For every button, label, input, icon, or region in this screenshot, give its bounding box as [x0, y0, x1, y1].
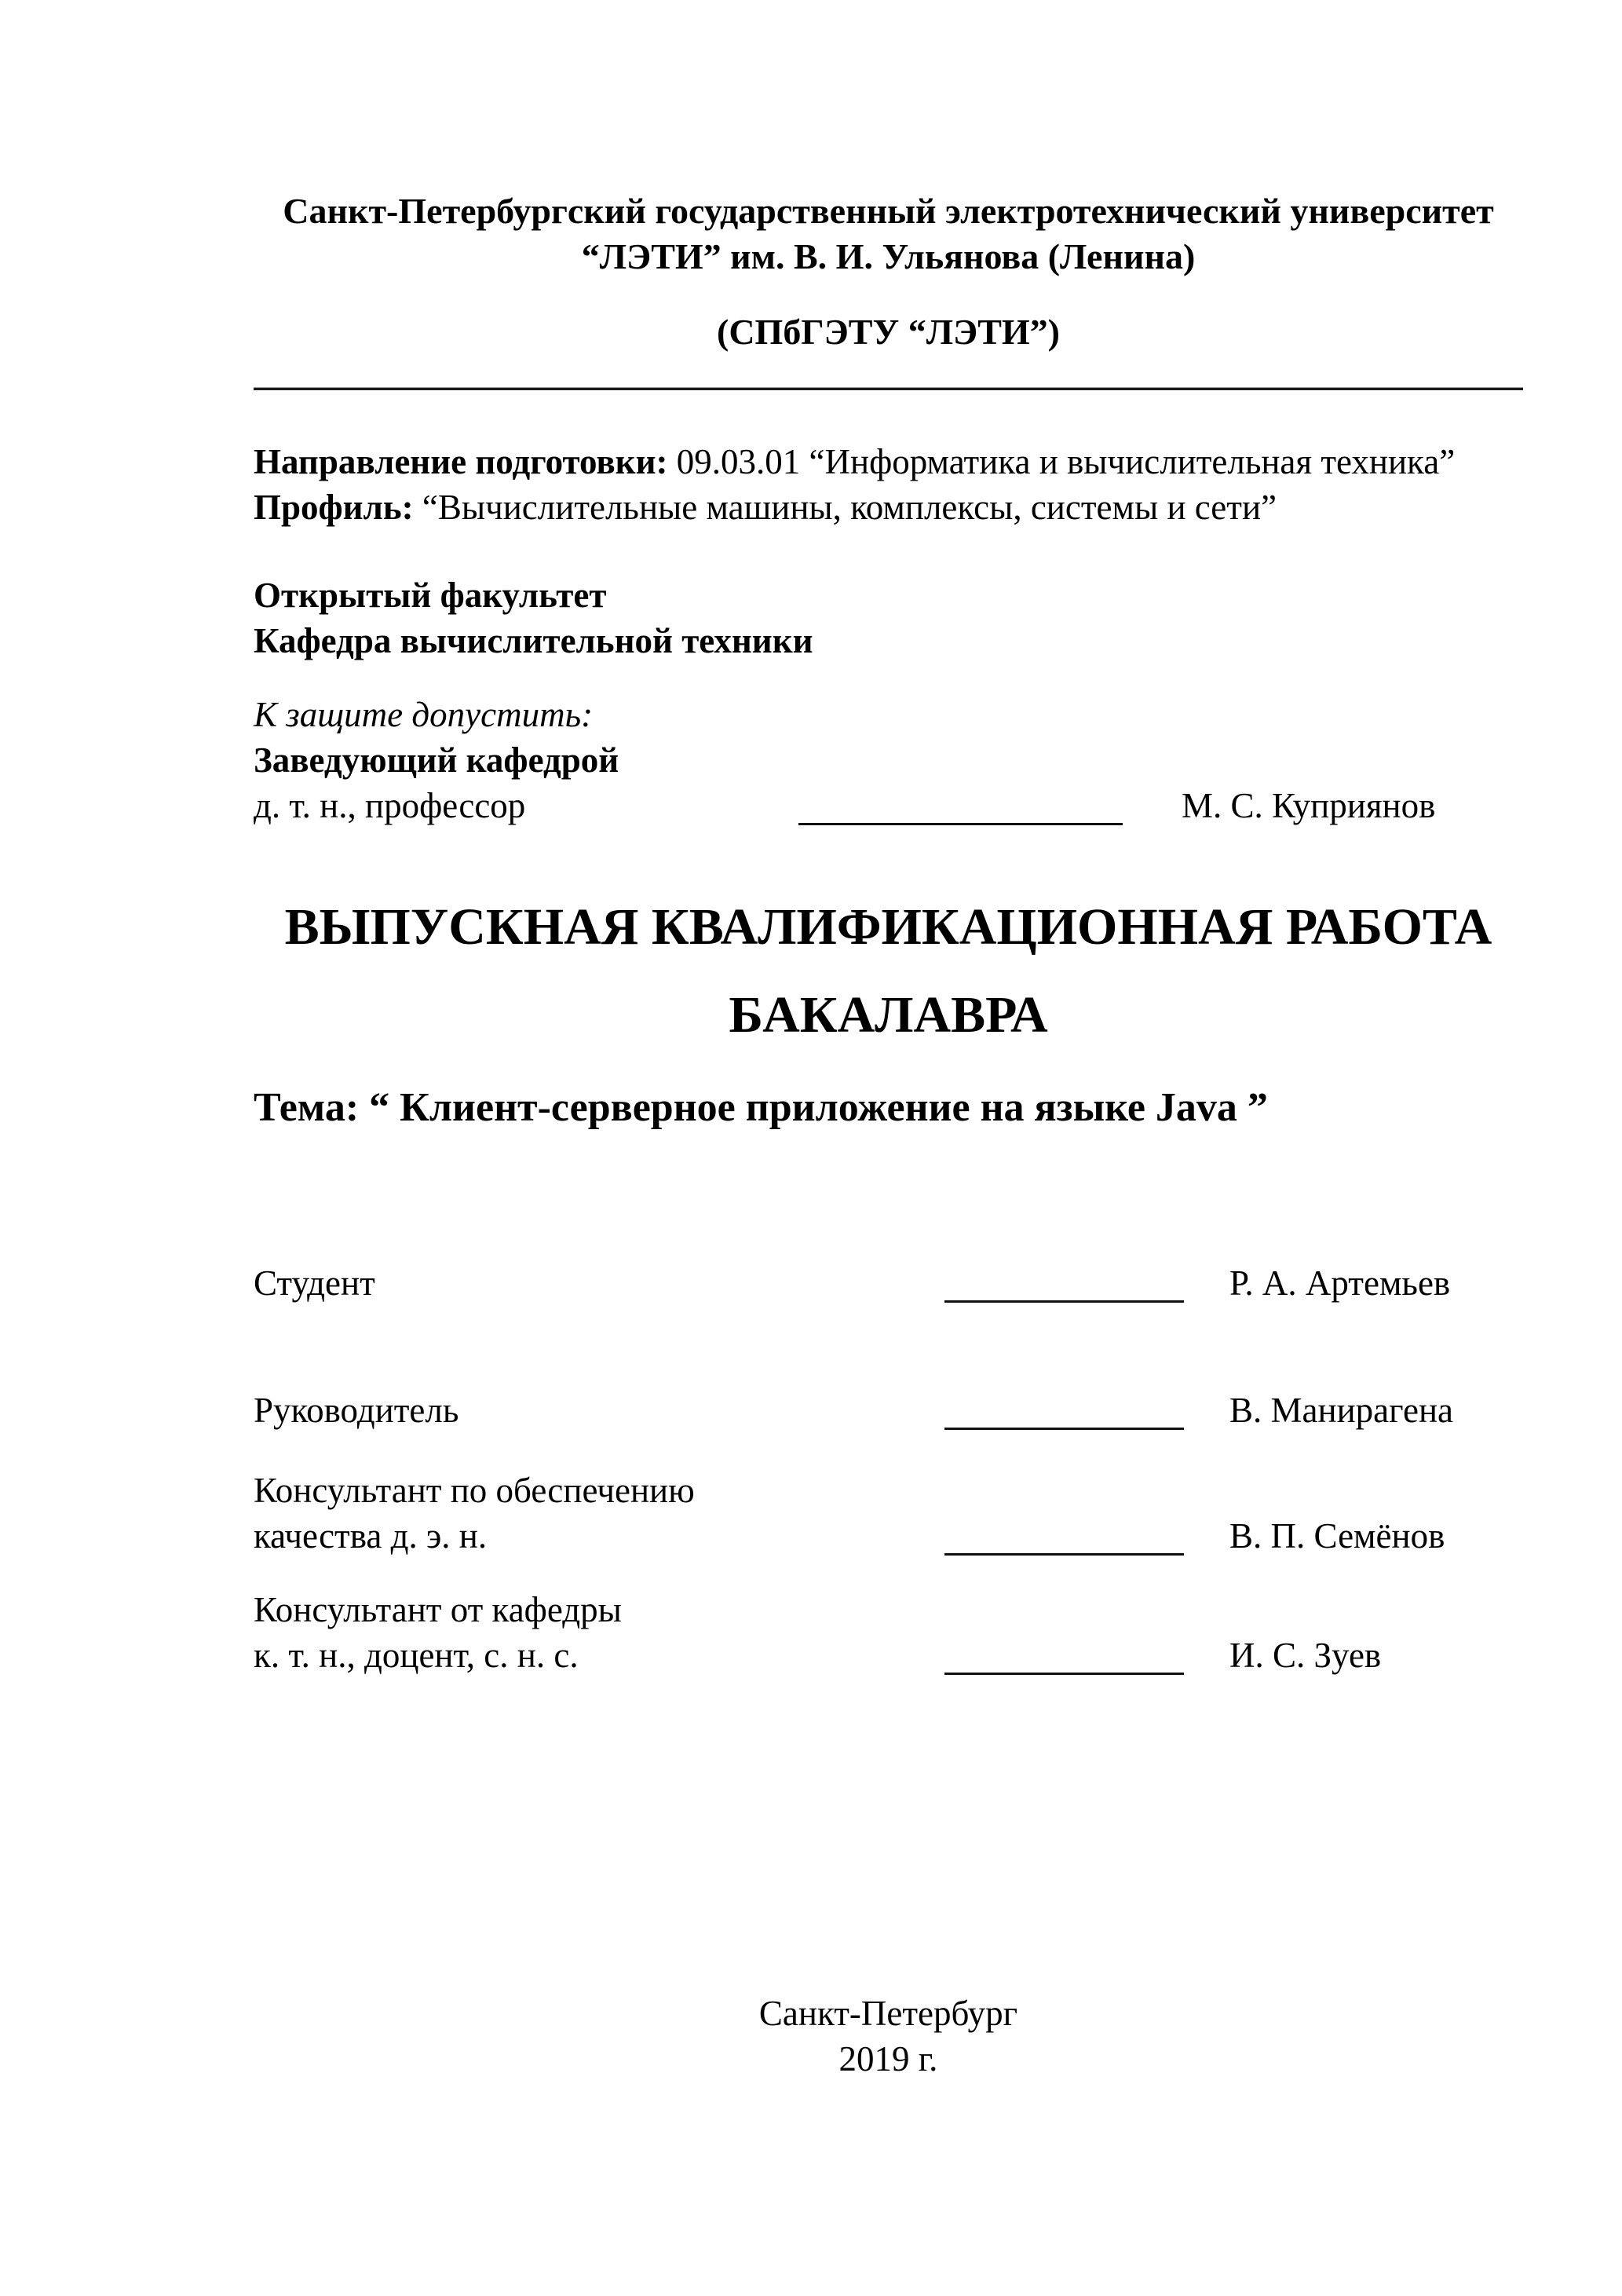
student-name: Р. А. Артемьев [1229, 1263, 1451, 1303]
admission-block [254, 692, 1523, 828]
profile-line [254, 484, 1523, 530]
profile-label: Профиль: [254, 488, 414, 527]
department-head-name: М. С. Куприянов [1182, 786, 1436, 825]
signatures-section [254, 1260, 1523, 1678]
university-name [254, 188, 1523, 280]
theme-value: “ Клиент-серверное приложение на языке Java ” [369, 1085, 1268, 1130]
supervisor-role: Руководитель [254, 1391, 459, 1430]
signature-blank-line [798, 823, 1123, 825]
direction-label: Направление подготовки: [254, 442, 668, 481]
department-consultant-signature-row [254, 1587, 1523, 1678]
university-name-line2: “ЛЭТИ” им. В. И. Ульянова (Ленина) [581, 236, 1196, 276]
signature-blank-line [944, 1553, 1184, 1556]
supervisor-name: В. Манирагена [1229, 1391, 1454, 1430]
direction-line [254, 439, 1523, 484]
faculty-name: Открытый факультет [254, 576, 607, 615]
program-block [254, 439, 1523, 530]
direction-value: 09.03.01 “Информатика и вычислительная техника” [676, 442, 1456, 481]
footer [254, 1991, 1523, 2082]
work-title-line1: ВЫПУСКНАЯ КВАЛИФИКАЦИОННАЯ РАБОТА [284, 898, 1492, 956]
admission-phrase: К защите допустить: [254, 695, 594, 734]
university-abbreviation: (СПбГЭТУ “ЛЭТИ”) [717, 312, 1060, 352]
theme-line [254, 1084, 1523, 1132]
signature-blank-line [944, 1428, 1184, 1430]
student-role: Студент [254, 1263, 375, 1303]
student-signature-row [254, 1260, 1523, 1306]
department-consultant-role-line2: к. т. н., доцент, с. н. с. [254, 1636, 579, 1675]
department-head-signature-row [254, 783, 1523, 828]
profile-value: “Вычислительные машины, комплексы, системы и сети” [422, 488, 1277, 527]
footer-city: Санкт-Петербург [758, 1994, 1018, 2033]
university-name-line1: Санкт-Петербургский государственный электротехнический университет [283, 191, 1494, 231]
department-consultant-role-line1: Консультант от кафедры [254, 1590, 622, 1629]
quality-consultant-name: В. П. Семёнов [1229, 1516, 1445, 1556]
footer-year: 2019 г. [838, 2039, 938, 2078]
quality-consultant-signature-row [254, 1468, 1523, 1559]
department-head-title: Заведующий кафедрой [254, 740, 619, 780]
work-title-line2: БАКАЛАВРА [729, 986, 1048, 1044]
signature-blank-line [944, 1673, 1184, 1675]
signature-blank-line [944, 1300, 1184, 1303]
department-name: Кафедра вычислительной техники [254, 621, 813, 660]
department-head-degree: д. т. н., профессор [254, 786, 526, 825]
horizontal-rule [254, 388, 1523, 390]
department-consultant-name: И. С. Зуев [1229, 1636, 1382, 1675]
quality-consultant-role-line1: Консультант по обеспечению [254, 1471, 695, 1510]
quality-consultant-role-line2: качества д. э. н. [254, 1516, 488, 1556]
theme-label: Тема: [254, 1085, 360, 1130]
supervisor-signature-row [254, 1387, 1523, 1433]
page-content [254, 188, 1523, 2082]
faculty-block [254, 572, 1523, 664]
